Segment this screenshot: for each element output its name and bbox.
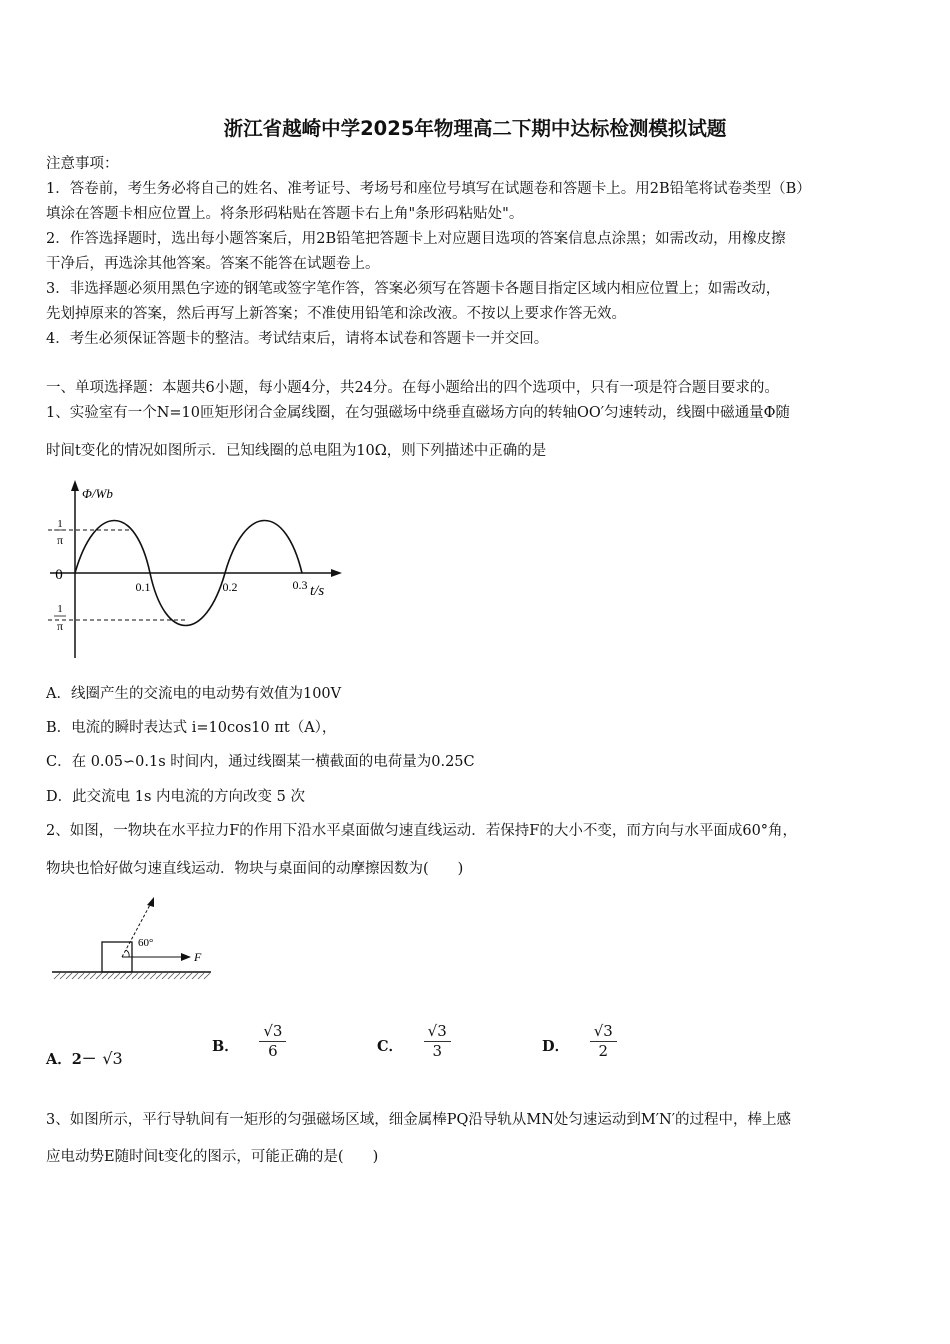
notice-line: 干净后，再选涂其他答案。答案不能答在试题卷上。	[46, 256, 380, 272]
fraction-denominator: 6	[268, 1041, 278, 1060]
x-tick-0-2: 0.2	[222, 580, 238, 594]
question-2-text: 2、如图，一物块在水平拉力F的作用下沿水平桌面做匀速直线运动．若保持F的大小不变，而方向与水平面成60°角，	[46, 823, 798, 839]
fraction	[424, 1022, 451, 1061]
y-axis-label: Φ/Wb	[82, 486, 113, 501]
question-3-text: 3、如图所示，平行导轨间有一矩形的匀强磁场区域，细金属棒PQ沿导轨从MN处匀速运动到M′N′的过程中，棒上感	[46, 1112, 792, 1128]
angled-force-arrow-head	[147, 897, 154, 907]
angle-arc	[126, 950, 129, 957]
q1-option-d: D．此交流电 1s 内电流的方向改变 5 次	[46, 789, 305, 805]
option-label: D．	[542, 1037, 570, 1055]
notice-line: 2．作答选择题时，选出每小题答案后，用2B铅笔把答题卡上对应题目选项的答案信息点涂黑；如需改动，用橡皮擦	[46, 231, 786, 247]
x-axis-arrow	[331, 569, 342, 577]
question-3-text: 应电动势E随时间t变化的图示，可能正确的是( )	[46, 1149, 379, 1165]
x-tick-0-1: 0.1	[135, 580, 151, 594]
notice-line: 1．答卷前，考生务必将自己的姓名、准考证号、考场号和座位号填写在试题卷和答题卡上。用2B铅笔将试卷类型（B）	[46, 181, 811, 197]
option-label: A．	[46, 1051, 72, 1068]
q1-option-a: A．线圈产生的交流电的电动势有效值为100V	[46, 686, 342, 702]
question-1-text: 1、实验室有一个N=10匝矩形闭合金属线圈，在匀强磁场中绕垂直磁场方向的转轴OO′匀速转动，线圈中磁通量Φ随	[46, 405, 790, 421]
notice-line: 填涂在答题卡相应位置上。将条形码粘贴在答题卡右上角"条形码粘贴处"。	[46, 206, 524, 222]
flux-time-graph	[40, 478, 350, 663]
sqrt3-radical: √3	[102, 1049, 123, 1068]
fraction	[590, 1022, 617, 1061]
y-axis-arrow	[71, 480, 79, 491]
fraction-numerator: √3	[259, 1022, 286, 1042]
y-tick-top-num: 1	[57, 518, 63, 530]
notice-line: 4．考生必须保证答题卡的整洁。考试结束后，请将本试卷和答题卡一并交回。	[46, 331, 549, 347]
fraction-denominator: 2	[598, 1041, 609, 1060]
section-heading: 一、单项选择题：本题共6小题，每小题4分，共24分。在每小题给出的四个选项中，只有一项是符合题目要求的。	[46, 380, 779, 396]
fraction-numerator: √3	[424, 1022, 451, 1042]
force-label: F	[194, 950, 202, 964]
table-hatching	[54, 973, 210, 979]
y-tick-top-den: π	[56, 533, 64, 547]
block-force-diagram	[46, 893, 216, 985]
y-tick-bottom-den: π	[56, 619, 64, 633]
force-arrow-head	[181, 953, 191, 961]
angle-label: 60°	[138, 937, 154, 949]
notice-heading: 注意事项：	[46, 156, 119, 172]
option-text: 2－	[71, 1051, 97, 1068]
page-title: 浙江省越崎中学2025年物理高二下期中达标检测模拟试题	[223, 117, 727, 140]
question-1-text: 时间t变化的情况如图所示．已知线圈的总电阻为10Ω，则下列描述中正确的是	[46, 443, 547, 459]
fraction-denominator: 3	[432, 1041, 442, 1060]
notice-line: 先划掉原来的答案，然后再写上新答案；不准使用铅笔和涂改液。不按以上要求作答无效。	[46, 306, 626, 322]
q1-option-b: B．电流的瞬时表达式 i=10cos10 πt（A），	[46, 720, 337, 736]
option-label: B．	[212, 1037, 239, 1055]
q2-option-d	[542, 1022, 617, 1061]
option-label: C．	[377, 1037, 404, 1055]
y-tick-bottom-num: 1	[57, 603, 63, 615]
q1-option-c: C．在 0.05∽0.1s 时间内，通过线圈某一横截面的电荷量为0.25C	[46, 754, 475, 770]
q2-option-b	[212, 1022, 286, 1061]
q2-option-c	[377, 1022, 451, 1061]
origin-label: 0	[55, 567, 63, 583]
x-tick-0-3: 0.3	[292, 578, 308, 592]
notice-line: 3．非选择题必须用黑色字迹的钢笔或签字笔作答，答案必须写在答题卡各题目指定区域内相应位置上；如需改动，	[46, 281, 781, 297]
q2-option-a	[46, 1048, 123, 1069]
question-2-text: 物块也恰好做匀速直线运动．物块与桌面间的动摩擦因数为( )	[46, 861, 464, 877]
fraction	[259, 1022, 286, 1061]
x-axis-label: t/s	[310, 583, 325, 599]
fraction-numerator: √3	[590, 1022, 617, 1042]
